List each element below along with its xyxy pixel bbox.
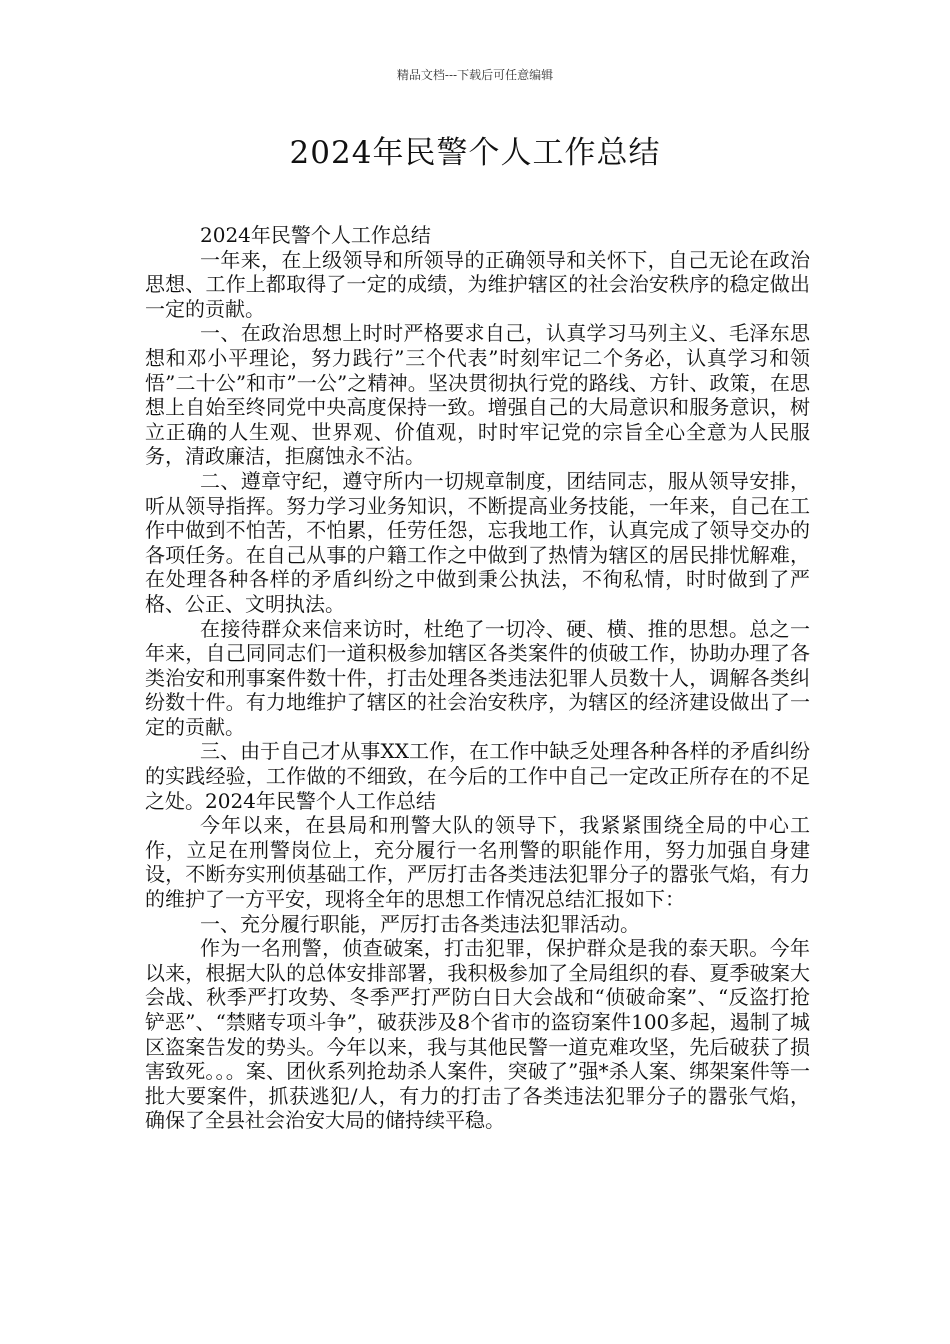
paragraph-political: 一、在政治思想上时时严格要求自己，认真学习马列主义、毛泽东思想和邓小平理论，努力践行”三个代表”时刻牢记二个务必，认真学习和领悟”二十公”和市”一公”之精神。坚决贯彻执行党的路线、方针、政策，在思想上自始至终同党中央高度保持一致。增强自己的大局意识和服务意识，树立正确的人生观、世界观、价值观，时时牢记党的宗旨全心全意为人民服务，清政廉洁，拒腐蚀永不沾。 bbox=[145, 321, 810, 469]
paragraph-second-intro: 今年以来，在县局和刑警大队的领导下，我紧紧围绕全局的中心工作，立足在刑警岗位上，充分履行一名刑警的职能作用，努力加强自身建设，不断夯实刑侦基础工作，严厉打击各类违法犯罪分子的嚣张气焰，有力的维护了一方平安，现将全年的思想工作情况总结汇报如下： bbox=[145, 813, 810, 912]
paragraph-visits: 在接待群众来信来访时，杜绝了一切冷、硬、横、推的思想。总之一年来，自己同同志们一道积极参加辖区各类案件的侦破工作，协助办理了各类治安和刑事案件数十件，打击处理各类违法犯罪人员数十人，调解各类纠纷数十件。有力地维护了辖区的社会治安秩序，为辖区的经济建设做出了一定的贡献。 bbox=[145, 616, 810, 739]
paragraph-intro: 一年来，在上级领导和所领导的正确领导和关怀下，自己无论在政治思想、工作上都取得了一定的成绩，为维护辖区的社会治安秩序的稳定做出一定的贡献。 bbox=[145, 247, 810, 321]
document-body bbox=[145, 223, 810, 1133]
paragraph-shortcomings: 三、由于自己才从事XX工作，在工作中缺乏处理各种各样的矛盾纠纷的实践经验，工作做的不细致，在今后的工作中自己一定改正所存在的不足之处。2024年民警个人工作总结 bbox=[145, 739, 810, 813]
header-note: 精品文档---下载后可任意编辑 bbox=[396, 68, 554, 82]
document-title: 2024年民警个人工作总结 bbox=[289, 135, 661, 171]
paragraph-subtitle: 2024年民警个人工作总结 bbox=[200, 223, 431, 247]
paragraph-section-heading: 一、充分履行职能，严厉打击各类违法犯罪活动。 bbox=[200, 911, 640, 936]
paragraph-discipline: 二、遵章守纪，遵守所内一切规章制度，团结同志，服从领导安排，听从领导指挥。努力学习业务知识，不断提高业务技能，一年来，自己在工作中做到不怕苦，不怕累，任劳任怨，忘我地工作，认真完成了领导交办的各项任务。在自己从事的户籍工作之中做到了热情为辖区的居民排忧解难，在处理各种各样的矛盾纠纷之中做到秉公执法，不徇私情，时时做到了严格、公正、文明执法。 bbox=[145, 468, 810, 616]
paragraph-achievements: 作为一名刑警，侦查破案，打击犯罪，保护群众是我的泰天职。今年以来，根据大队的总体安排部署，我积极参加了全局组织的春、夏季破案大会战、秋季严打攻势、冬季严打严防白日大会战和“侦破命案”、“反盗打抢铲恶”、“禁赌专项斗争”，破获涉及8个省市的盗窃案件100多起，遏制了城区盗案告发的势头。今年以来，我与其他民警一道克难攻坚，先后破获了损害致死。。。案、团伙系列抢劫杀人案件，突破了”强*杀人案、绑架案件等一批大要案件，抓获逃犯/人，有力的打击了各类违法犯罪分子的嚣张气焰，确保了全县社会治安大局的储持续平稳。 bbox=[145, 936, 810, 1133]
